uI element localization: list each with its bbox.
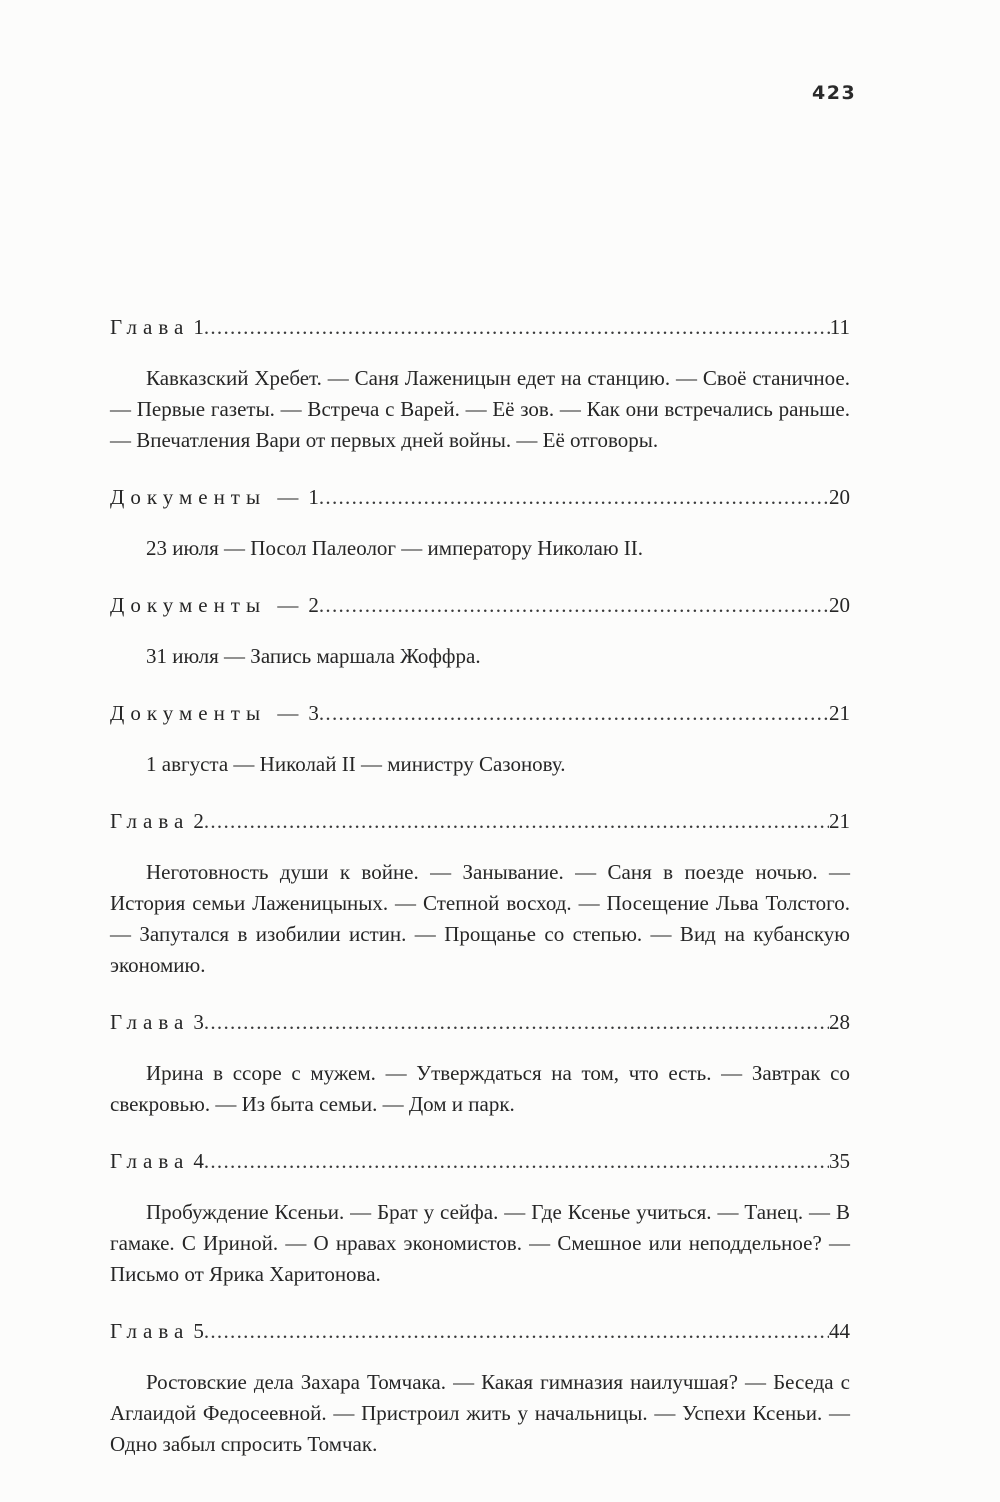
toc-entry-page: 11: [829, 315, 850, 339]
toc-entry-heading: [110, 1146, 850, 1176]
toc-entry-summary: Неготовность души к войне. — Занывание. — Саня в поезде ночью. — История семьи Лаженицыных. — Степной восход. — Посещение Льва Толстого. — Запутался в изобилии истин. — Прощанье со степью. — Вид на кубанскую экономию.: [110, 860, 850, 977]
toc-entry-number: 4: [193, 1149, 204, 1173]
toc-entry-title: Глава: [110, 1319, 190, 1343]
toc-entry-heading: [110, 1007, 850, 1037]
dot-leader: [204, 1007, 829, 1037]
toc-entry-chapter-1: [110, 312, 850, 456]
toc-entry-number: 2: [193, 809, 204, 833]
toc-entry-summary: Пробуждение Ксеньи. — Брат у сейфа. — Где Ксенье учиться. — Танец. — В гамаке. С Ириной. — О нравах экономистов. — Смешное или неподдельное? — Письмо от Ярика Харитонова.: [110, 1200, 850, 1286]
toc-entry-documents-3: [110, 698, 850, 780]
toc-entry-summary: 23 июля — Посол Палеолог — императору Николаю II.: [146, 536, 644, 560]
toc-entry-summary: 31 июля — Запись маршала Жоффра.: [146, 644, 481, 668]
page-number: 423: [812, 82, 857, 104]
toc-entry-page: 21: [829, 701, 850, 725]
toc-entry-number: 2: [308, 593, 319, 617]
toc-entry-chapter-3: [110, 1007, 850, 1120]
toc-entry-chapter-5: [110, 1316, 850, 1460]
toc-entry-number: 3: [308, 701, 319, 725]
toc-entry-title: Глава: [110, 1010, 190, 1034]
dot-leader: [204, 806, 829, 836]
toc-entry-summary: 1 августа — Николай II — министру Сазонову.: [146, 752, 566, 776]
toc-entry-heading: [110, 312, 850, 342]
toc-entry-documents-2: [110, 590, 850, 672]
toc-entry-documents-1: [110, 482, 850, 564]
toc-entry-chapter-4: [110, 1146, 850, 1290]
dot-leader: [204, 1146, 829, 1176]
toc-entry-page: 35: [829, 1149, 850, 1173]
toc-entry-heading: [110, 1316, 850, 1346]
toc-entry-title: Глава: [110, 809, 190, 833]
toc-entry-heading: [110, 806, 850, 836]
dot-leader: [319, 698, 829, 728]
toc-entry-heading: [110, 698, 850, 728]
toc-entry-title: Документы —: [110, 593, 305, 617]
toc-entry-title: Документы —: [110, 485, 305, 509]
dot-leader: [319, 590, 829, 620]
table-of-contents: [110, 312, 850, 1481]
toc-entry-heading: [110, 590, 850, 620]
toc-entry-heading: [110, 482, 850, 512]
toc-entry-chapter-2: [110, 806, 850, 981]
toc-entry-number: 1: [193, 315, 204, 339]
toc-entry-page: 20: [829, 485, 850, 509]
toc-entry-page: 20: [829, 593, 850, 617]
toc-entry-summary: Ирина в ссоре с мужем. — Утверждаться на том, что есть. — Завтрак со свекровью. — Из быта семьи. — Дом и парк.: [110, 1061, 850, 1116]
toc-entry-number: 1: [308, 485, 319, 509]
toc-entry-title: Документы —: [110, 701, 305, 725]
dot-leader: [319, 482, 829, 512]
toc-entry-page: 21: [829, 809, 850, 833]
toc-entry-page: 44: [829, 1319, 850, 1343]
toc-entry-title: Глава: [110, 1149, 190, 1173]
toc-entry-title: Глава: [110, 315, 190, 339]
dot-leader: [204, 312, 830, 342]
toc-entry-summary: Кавказский Хребет. — Саня Лаженицын едет на станцию. — Своё станичное. — Первые газеты. — Встреча с Варей. — Её зов. — Как они встречались раньше. — Впечатления Вари от первых дней войны. — Её отговоры.: [110, 366, 850, 452]
toc-entry-summary: Ростовские дела Захара Томчака. — Какая гимназия наилучшая? — Беседа с Аглаидой Федосеевной. — Пристроил жить у начальницы. — Успехи Ксеньи. — Одно забыл спросить Томчак.: [110, 1370, 850, 1456]
toc-entry-number: 5: [193, 1319, 204, 1343]
dot-leader: [204, 1316, 829, 1346]
toc-entry-page: 28: [829, 1010, 850, 1034]
toc-entry-number: 3: [193, 1010, 204, 1034]
